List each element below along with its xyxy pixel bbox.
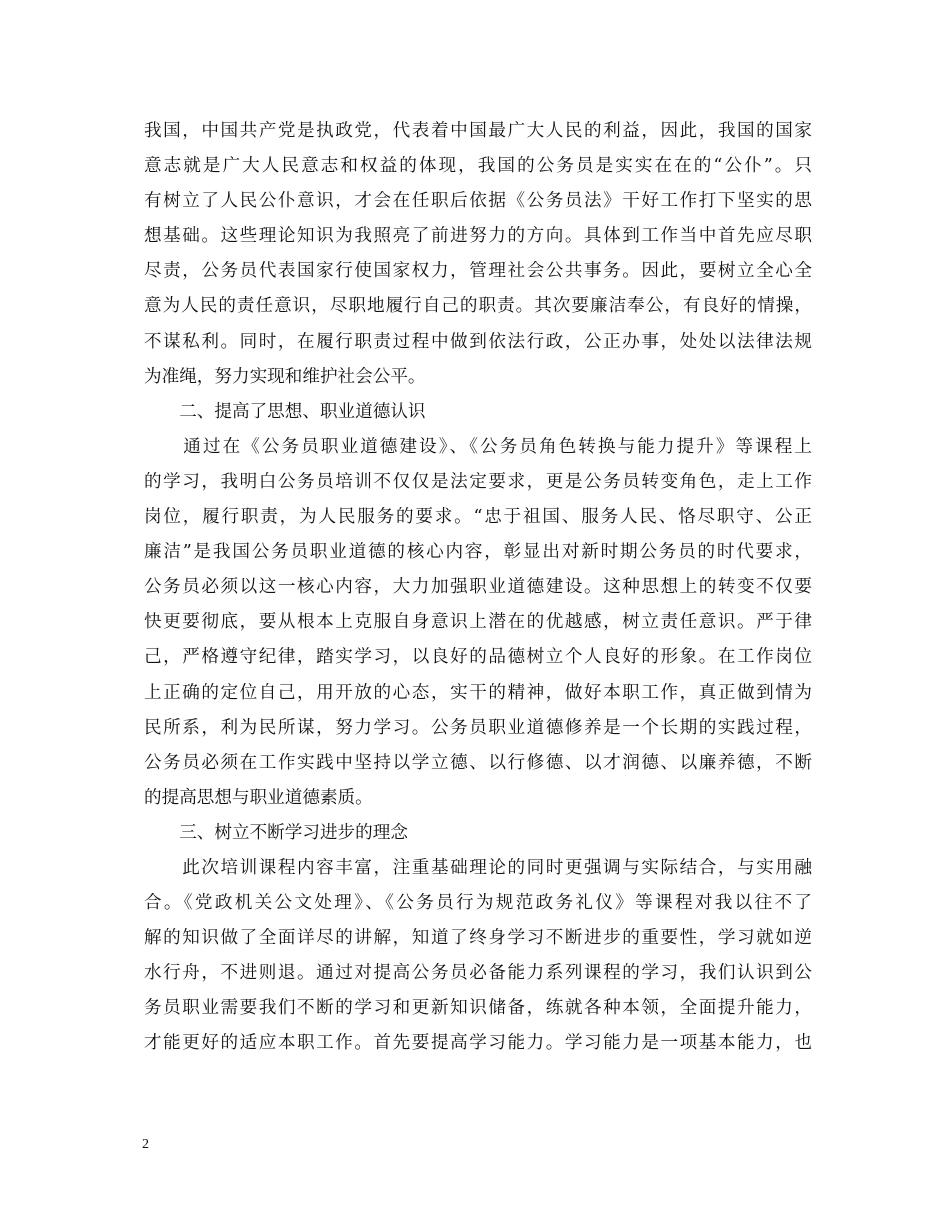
body-text xyxy=(144,114,812,1062)
text-line: 为准绳，努力实现和维护社会公平。 xyxy=(144,366,426,387)
text-line: 快更要彻底，要从根本上克服自身意识上潜在的优越感，树立责任意识。严于律 xyxy=(144,612,812,633)
text-line: 合。《党政机关公文处理》、《公务员行为规范政务礼仪》等课程对我以往不了 xyxy=(144,893,812,914)
text-line: 解的知识做了全面详尽的讲解，知道了终身学习不断进步的重要性，学习就如逆 xyxy=(144,928,812,949)
text-line: 通过在《公务员职业道德建设》、《公务员角色转换与能力提升》等课程上 xyxy=(144,436,812,457)
text-line: 岗位，履行职责，为人民服务的要求。“忠于祖国、服务人民、恪尽职守、公正 xyxy=(144,507,812,528)
text-line: 想基础。这些理论知识为我照亮了前进努力的方向。具体到工作当中首先应尽职 xyxy=(144,226,812,247)
text-line: 廉洁”是我国公务员职业道德的核心内容，彰显出对新时期公务员的时代要求， xyxy=(144,542,812,563)
text-line: 民所系，利为民所谋，努力学习。公务员职业道德修养是一个长期的实践过程， xyxy=(144,717,812,738)
section-heading: 三、树立不断学习进步的理念 xyxy=(144,822,408,843)
text-line: 上正确的定位自己，用开放的心态，实干的精神，做好本职工作，真正做到情为 xyxy=(144,682,812,703)
text-line: 的学习，我明白公务员培训不仅仅是法定要求，更是公务员转变角色，走上工作 xyxy=(144,471,812,492)
section-heading: 二、提高了思想、职业道德认识 xyxy=(144,401,426,422)
text-line: 此次培训课程内容丰富，注重基础理论的同时更强调与实际结合，与实用融 xyxy=(144,857,812,878)
text-line: 公务员必须在工作实践中坚持以学立德、以行修德、以才润德、以廉养德，不断 xyxy=(144,752,812,773)
text-line: 有树立了人民公仆意识，才会在任职后依据《公务员法》干好工作打下坚实的思 xyxy=(144,191,812,212)
text-line: 水行舟，不进则退。通过对提高公务员必备能力系列课程的学习，我们认识到公 xyxy=(144,963,812,984)
text-line: 意志就是广大人民意志和权益的体现，我国的公务员是实实在在的“公仆”。只 xyxy=(144,156,812,177)
text-line: 务员职业需要我们不断的学习和更新知识储备，练就各种本领，全面提升能力， xyxy=(144,998,812,1019)
text-line: 己，严格遵守纪律，踏实学习，以良好的品德树立个人良好的形象。在工作岗位 xyxy=(144,647,812,668)
text-line: 我国，中国共产党是执政党，代表着中国最广大人民的利益，因此，我国的国家 xyxy=(144,121,812,141)
text-line: 不谋私利。同时，在履行职责过程中做到依法行政，公正办事，处处以法律法规 xyxy=(144,331,812,352)
text-line: 尽责，公务员代表国家行使国家权力，管理社会公共事务。因此，要树立全心全 xyxy=(144,261,812,282)
page-number: 2 xyxy=(142,1137,149,1152)
text-line: 意为人民的责任意识，尽职地履行自己的职责。其次要廉洁奉公，有良好的情操， xyxy=(144,296,812,317)
text-line: 的提高思想与职业道德素质。 xyxy=(144,787,373,808)
text-line: 才能更好的适应本职工作。首先要提高学习能力。学习能力是一项基本能力，也 xyxy=(144,1033,812,1054)
text-line: 公务员必须以这一核心内容，大力加强职业道德建设。这种思想上的转变不仅要 xyxy=(144,577,812,598)
